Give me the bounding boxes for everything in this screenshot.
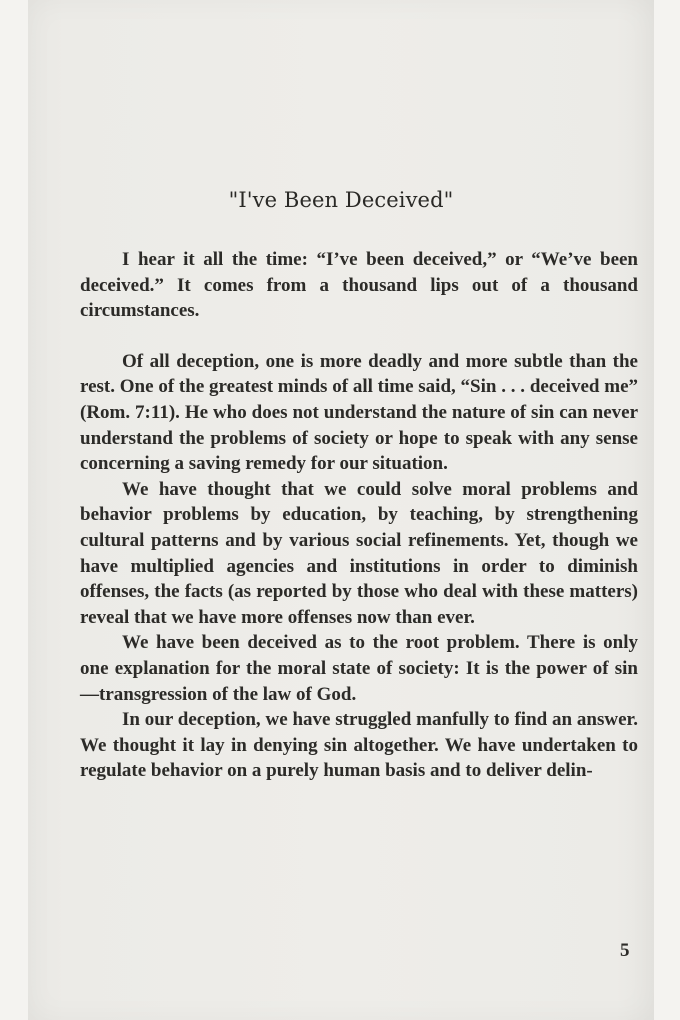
paragraph-3: We have thought that we could solve moral problems and behavior problems by education, by teaching, by strengthening cultural patterns and by various social refinements. Yet, though we have multiplied agencies and institutions in order to diminish offenses, the facts (as reported by those who deal with these matters) reveal that we have more offenses now than ever. bbox=[80, 478, 638, 628]
body-text bbox=[80, 247, 638, 784]
paragraph-1: I hear it all the time: “I’ve been deceived,” or “We’ve been deceived.” It comes from a thousand lips out of a thousand circumstances. bbox=[80, 249, 638, 322]
paragraph-4: We have been deceived as to the root problem. There is only one explanation for the moral state of society: It is the power of sin—transgression of the law of God. bbox=[80, 632, 638, 705]
book-page bbox=[28, 0, 654, 1020]
chapter-title: "I've Been Deceived" bbox=[228, 188, 454, 212]
paragraph-5: In our deception, we have struggled manfully to find an answer. We thought it lay in denying sin altogether. We have undertaken to regulate behavior on a purely human basis and to deliver delin- bbox=[80, 709, 638, 782]
page-number: 5 bbox=[620, 940, 630, 961]
paragraph-2: Of all deception, one is more deadly and more subtle than the rest. One of the greatest minds of all time said, “Sin . . . deceived me” (Rom. 7:11). He who does not understand the nature of sin can never understand the problems of society or hope to speak with any sense concerning a saving remedy for our situation. bbox=[80, 350, 638, 475]
